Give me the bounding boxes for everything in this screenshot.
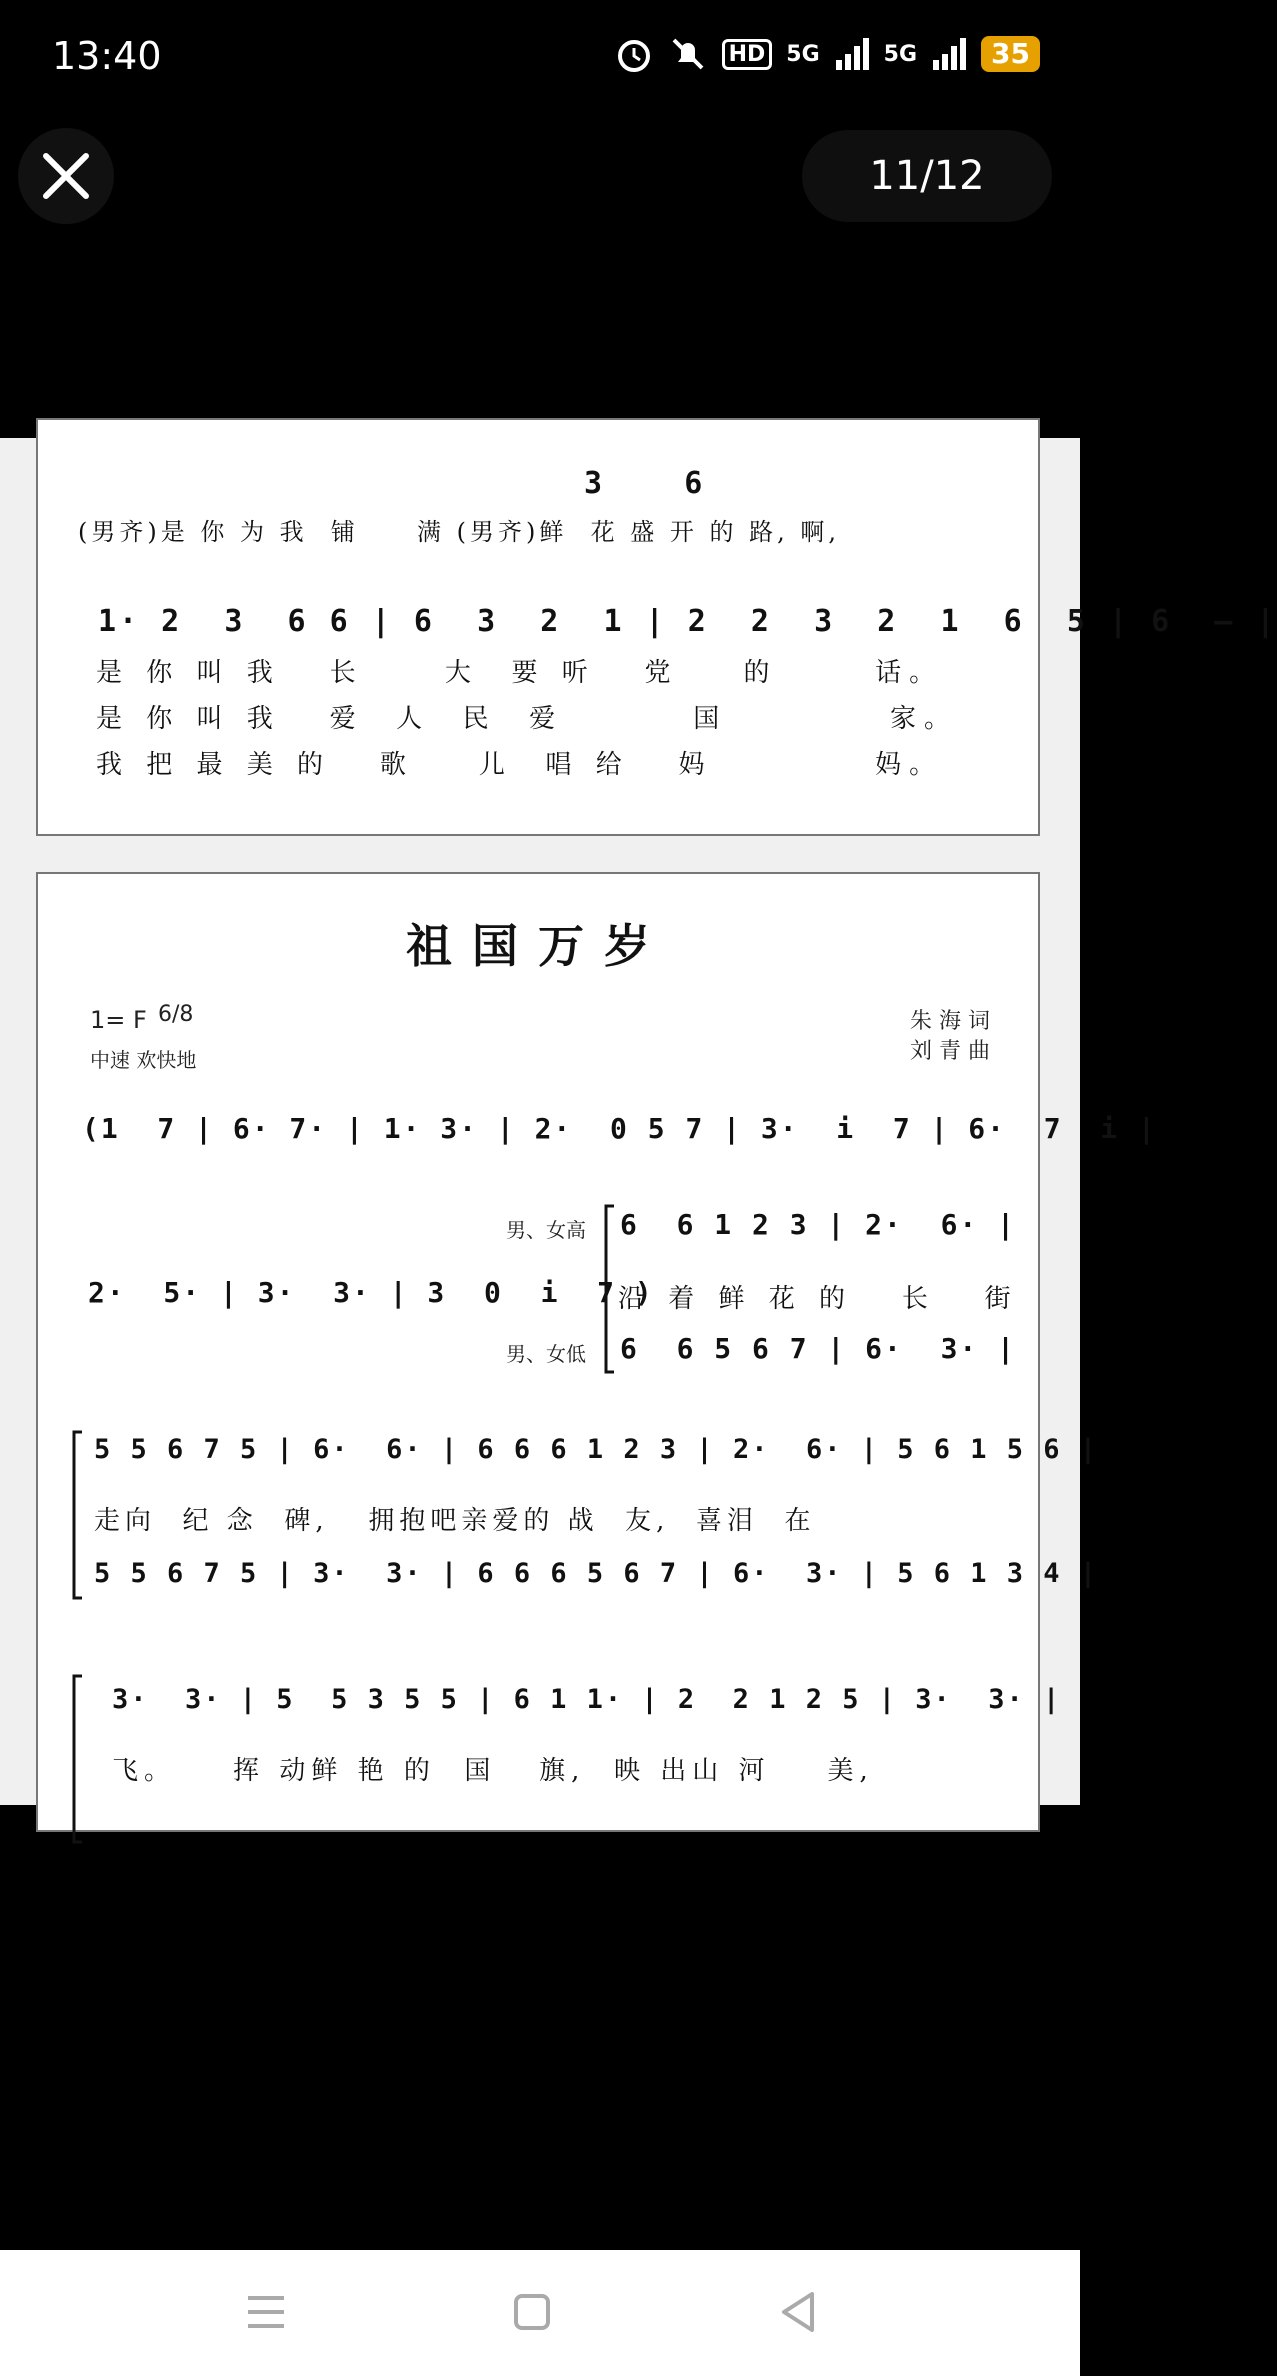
part-low-label: 男、女低 (506, 1342, 586, 1366)
high-line-2: 5 5 6 7 5 | 6· 6· | 6 6 6 1 2 3 | 2· 6· | 5 6 1 5 6 | (94, 1434, 1099, 1465)
low-line-1: 6 6 5 6 7 | 6· 3· | (620, 1332, 1017, 1365)
page-counter: 11/12 (802, 130, 1052, 222)
alarm-icon (614, 34, 654, 74)
tempo-marking: 中速 欢快地 (90, 1048, 197, 1072)
home-icon[interactable] (502, 2282, 562, 2342)
signal-icon (834, 36, 870, 72)
clock: 13:40 (52, 34, 162, 78)
score-page-previous (36, 418, 1277, 836)
key-signature: 1= F (90, 1006, 147, 1034)
part-high-label: 男、女高 (506, 1218, 586, 1242)
lyricist: 朱 海 词 (910, 1009, 990, 1034)
net-label-1: 5G (786, 41, 820, 67)
lyrics-a: 沿 着 鲜 花 的 长 街 (618, 1284, 1019, 1314)
notes-line: 1· 2 3 6 6 | 6 3 2 1 | 2 2 3 2 1 6 5 | 6 — | (98, 604, 1277, 639)
brace (602, 1204, 616, 1374)
lyrics-c: 飞。 挥 动鲜 艳 的 国 旗, 映 出山 河 美, (112, 1756, 874, 1786)
song-title: 祖国万岁 (406, 919, 670, 973)
time-signature: 6/8 (158, 1002, 194, 1027)
signal-icon-2 (931, 36, 967, 72)
close-icon (18, 128, 114, 224)
back-icon[interactable] (768, 2282, 828, 2342)
image-viewer[interactable] (0, 438, 1277, 1805)
brace-2 (70, 1430, 84, 1600)
battery-level: 35 (981, 36, 1040, 72)
status-icons (614, 34, 1040, 74)
composer: 刘 青 曲 (910, 1039, 990, 1064)
high-line-1: 6 6 1 2 3 | 2· 6· | (620, 1208, 1017, 1241)
net-label-2: 5G (883, 41, 918, 67)
lyrics-b: 走向 纪 念 碑, 拥抱吧亲爱的 战 友, 喜泪 在 (94, 1506, 816, 1536)
menu-icon[interactable] (236, 2282, 296, 2342)
lyrics-verse-2: 是 你 叫 我 爱 人 民 爱 国 家。 (96, 704, 958, 734)
high-line-3: 3· 3· | 5 5 3 5 5 | 6 1 1· | 2 2 1 2 5 | 3· 3· | (112, 1684, 1062, 1715)
mute-bell-icon (668, 34, 708, 74)
pre-lyric-line: (男齐)是 你 为 我 铺 满 (男齐)鲜 花 盛 开 的 路, 啊, (78, 518, 841, 546)
brace-3 (70, 1674, 84, 1844)
score-page-current (36, 872, 1157, 1832)
lyrics-verse-1: 是 你 叫 我 长 大 要 听 党 的 话。 (96, 658, 944, 688)
low-line-2: 5 5 6 7 5 | 3· 3· | 6 6 6 5 6 7 | 6· 3· | 5 6 1 3 4 | (94, 1558, 1099, 1589)
status-bar (0, 0, 1080, 120)
close-button[interactable] (18, 128, 114, 224)
bridge-notes: 2· 5· | 3· 3· | 3 0 i 7 ) (88, 1276, 654, 1309)
navigation-bar (0, 2250, 1080, 2376)
hd-icon: HD (722, 39, 773, 70)
top-notes: 3 6 (584, 466, 705, 501)
intro-notes: (1 7 | 6· 7· | 1· 3· | 2· 0 5 7 | 3· i 7 | 6· 7 i | (82, 1112, 1157, 1145)
lyrics-verse-3: 我 把 最 美 的 歌 儿 唱 给 妈 妈。 (96, 750, 944, 780)
